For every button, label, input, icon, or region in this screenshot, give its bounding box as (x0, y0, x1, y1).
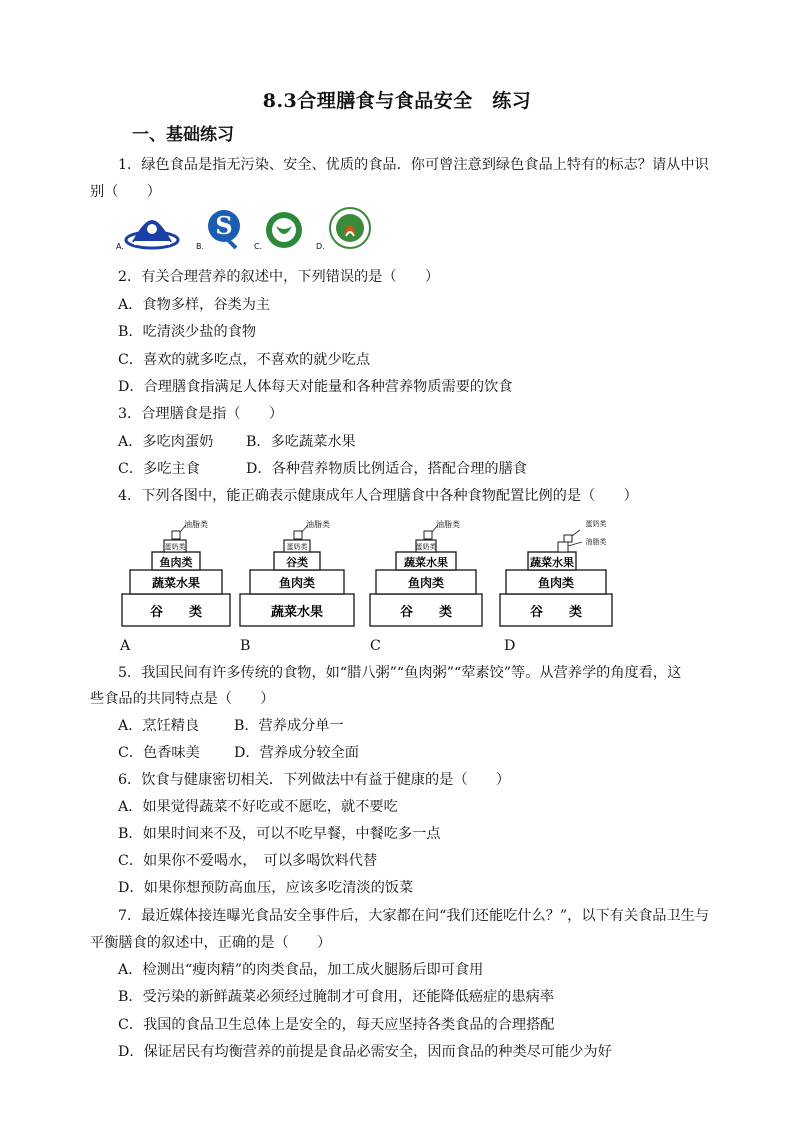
heart-leaf-logo-icon (264, 210, 304, 250)
q4-stem: 4．下列各图中，能正确表示健康成年人合理膳食中各种食物配置比例的是（ ） (118, 488, 638, 504)
q3-option-d: D．各种营养物质比例适合，搭配合理的膳食 (246, 461, 527, 477)
pyramid-b (240, 519, 354, 626)
q7-option-a: A．检测出“瘦肉精”的肉类食品，加工成火腿肠后即可食用 (118, 962, 484, 978)
q1-stem-line1: 1．绿色食品是指无污染、安全、优质的食品．你可曾注意到绿色食品上特有的标志？请从中识 (118, 157, 709, 173)
q6-option-a: A．如果觉得蔬菜不好吃或不愿吃，就不要吃 (118, 799, 398, 815)
pyramid-b-level5: 蔬菜水果 (270, 605, 324, 620)
q2-stem: 2．有关合理营养的叙述中，下列错误的是（ ） (118, 269, 440, 285)
pyramid-d-level4: 鱼肉类 (537, 576, 575, 590)
q2-option-d: D．合理膳食指满足人体每天对能量和各种营养物质需要的饮食 (118, 379, 513, 395)
pyramid-a-level2: 蛋奶类 (164, 543, 186, 551)
q7-stem-line1: 7．最近媒体接连曝光食品安全事件后，大家都在问“我们还能吃什么？”，以下有关食品卫生与 (118, 908, 710, 924)
q2-option-a: A．食物多样，谷类为主 (118, 297, 271, 313)
q1-logo-options (116, 206, 376, 256)
q4-letter-d: D (504, 638, 516, 654)
pyramid-c (370, 519, 482, 626)
s-quality-logo-icon (206, 206, 242, 250)
q4-letter-a: A (120, 638, 131, 654)
q3-stem: 3．合理膳食是指（ ） (118, 406, 284, 422)
section-heading: 一、基础练习 (132, 125, 234, 145)
q7-stem-line2: 平衡膳食的叙述中，正确的是（ ） (90, 935, 332, 951)
green-food-circle-logo-icon (328, 206, 372, 250)
q5-stem-line2: 些食品的共同特点是（ ） (90, 691, 275, 707)
q2-option-b: B．吃清淡少盐的食物 (118, 324, 257, 340)
pyramid-c-level5: 谷 类 (399, 605, 453, 620)
pyramid-b-level2: 蛋奶类 (286, 543, 308, 551)
q3-option-c: C．多吃主食 (118, 461, 200, 477)
q5-option-d: D．营养成分较全面 (234, 745, 359, 761)
q3-option-b: B．多吃蔬菜水果 (246, 434, 356, 450)
q7-option-d: D．保证居民有均衡营养的前提是食品必需安全，因而食品的种类尽可能少为好 (118, 1044, 612, 1060)
pyramid-d-level3: 蔬菜水果 (530, 556, 574, 569)
page-title: 8.3合理膳食与食品安全 练习 (262, 90, 532, 112)
q1-logo-label-a: A. (116, 242, 124, 251)
q1-logo-label-b: B. (196, 242, 205, 251)
q6-option-d: D．如果你想预防高血压，应该多吃清淡的饭菜 (118, 880, 414, 896)
q7-option-c: C．我国的食品卫生总体上是安全的，每天应坚持各类食品的合理搭配 (118, 1017, 555, 1033)
pyramid-d-level5: 谷 类 (529, 605, 583, 620)
q6-option-b: B．如果时间来不及，可以不吃早餐，中餐吃多一点 (118, 826, 441, 842)
pyramid-b-level3: 谷类 (286, 556, 308, 569)
q5-option-c: C．色香味美 (118, 745, 200, 761)
q1-logo-label-c: C. (254, 242, 263, 251)
q3-option-a: A．多吃肉蛋奶 (118, 434, 214, 450)
q2-option-c: C．喜欢的就多吃点，不喜欢的就少吃点 (118, 352, 371, 368)
pyramid-c-level2: 蛋奶类 (415, 543, 437, 551)
pyramid-a-level5: 谷 类 (149, 605, 203, 620)
pyramid-a-level3: 鱼肉类 (159, 556, 193, 569)
mountain-sun-logo-icon (124, 216, 180, 252)
q1-stem-line2: 别（ ） (90, 184, 161, 200)
q5-stem-line1: 5．我国民间有许多传统的食物，如“腊八粥”“鱼肉粥”“荤素饺”等。从营养学的角度看，这 (118, 665, 682, 681)
pyramid-d-level2: 油脂类 (585, 538, 607, 546)
pyramid-b-top: 油脂类 (306, 520, 330, 529)
q6-stem: 6．饮食与健康密切相关．下列做法中有益于健康的是（ ） (118, 772, 511, 788)
pyramid-c-level4: 鱼肉类 (407, 576, 445, 590)
q5-option-a: A．烹饪精良 (118, 718, 200, 734)
q6-option-c: C．如果你不爱喝水， 可以多喝饮料代替 (118, 853, 378, 869)
q1-logo-label-d: D. (316, 242, 325, 251)
q4-letter-c: C (370, 638, 381, 654)
pyramid-b-level4: 鱼肉类 (278, 576, 316, 590)
q4-pyramid-diagrams (120, 518, 620, 628)
pyramid-a-top: 油脂类 (184, 520, 208, 529)
q7-option-b: B．受污染的新鲜蔬菜必须经过腌制才可食用，还能降低癌症的患病率 (118, 989, 555, 1005)
pyramid-c-level3: 蔬菜水果 (404, 556, 448, 569)
pyramid-a (122, 519, 230, 626)
q5-option-b: B．营养成分单一 (234, 718, 344, 734)
pyramid-d (500, 519, 612, 626)
svg-text:S: S (215, 211, 233, 240)
pyramid-c-top: 油脂类 (436, 520, 460, 529)
pyramid-a-level4: 蔬菜水果 (151, 576, 201, 590)
pyramid-d-top: 蛋奶类 (585, 520, 607, 528)
q4-letter-b: B (240, 638, 251, 654)
